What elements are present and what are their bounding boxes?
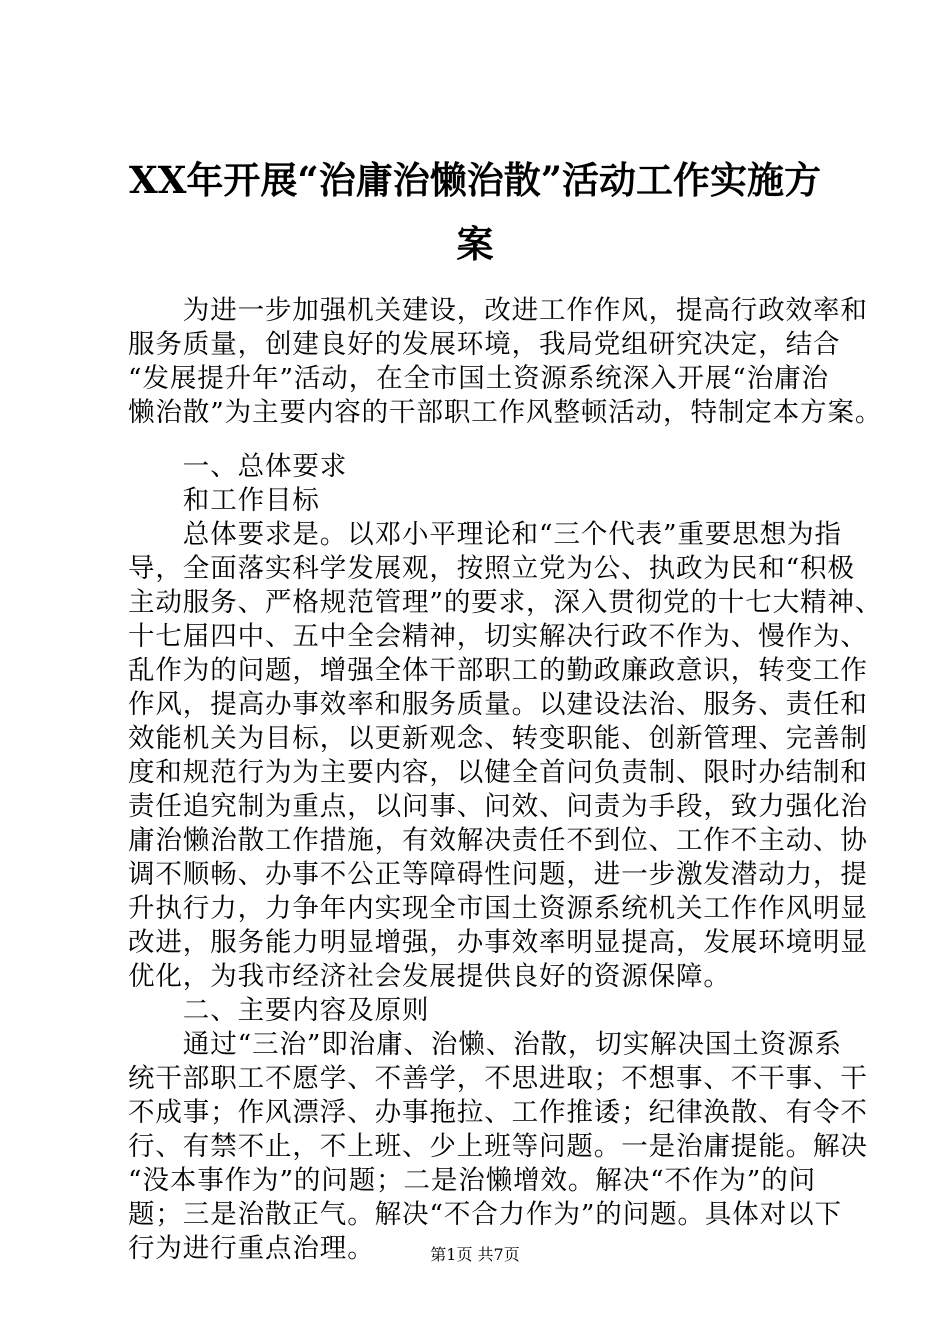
body-line: 题；三是治散正气。解决“不合力作为”的问题。具体对以下 — [128, 1199, 842, 1230]
body-line: 度和规范行为为主要内容，以健全首问负责制、限时办结制和 — [128, 757, 868, 788]
body-line: 行、有禁不止，不上班、少上班等问题。一是治庸提能。解决 — [128, 1131, 868, 1162]
body-line: 懒治散”为主要内容的干部职工作风整顿活动，特制定本方案。 — [128, 397, 883, 428]
body-line: 优化，为我市经济社会发展提供良好的资源保障。 — [128, 961, 731, 992]
body-line: 十七届四中、五中全会精神，切实解决行政不作为、慢作为、 — [128, 621, 868, 652]
document-title-line-2: 案 — [456, 222, 494, 266]
document-title-line-1: XX年开展“治庸治懒治散”活动工作实施方 — [129, 158, 821, 202]
body-line: 通过“三治”即治庸、治懒、治散，切实解决国土资源系 — [128, 1029, 842, 1060]
body-line: 统干部职工不愿学、不善学，不思进取；不想事、不干事、干 — [128, 1063, 868, 1094]
section-heading: 和工作目标 — [128, 485, 320, 516]
body-line: 改进，服务能力明显增强，办事效率明显提高，发展环境明显 — [128, 927, 868, 958]
body-line: 庸治懒治散工作措施，有效解决责任不到位、工作不主动、协 — [128, 825, 868, 856]
body-line: 效能机关为目标，以更新观念、转变职能、创新管理、完善制 — [128, 723, 868, 754]
body-line: 总体要求是。以邓小平理论和“三个代表”重要思想为指 — [128, 519, 842, 550]
body-line: “发展提升年”活动，在全市国土资源系统深入开展“治庸治 — [128, 363, 829, 394]
body-line: 服务质量，创建良好的发展环境，我局党组研究决定，结合 — [128, 329, 841, 360]
body-line: 主动服务、严格规范管理”的要求，深入贯彻党的十七大精神、 — [128, 587, 883, 618]
page-number-footer: 第1页 共7页 — [430, 1245, 520, 1264]
section-heading: 一、总体要求 — [128, 451, 348, 482]
body-line: 行为进行重点治理。 — [128, 1233, 375, 1264]
body-line: 导，全面落实科学发展观，按照立党为公、执政为民和“积极 — [128, 553, 855, 584]
body-line: 调不顺畅、办事不公正等障碍性问题，进一步激发潜动力，提 — [128, 859, 868, 890]
body-line: 责任追究制为重点，以问事、问效、问责为手段，致力强化治 — [128, 791, 868, 822]
section-heading: 二、主要内容及原则 — [128, 995, 430, 1026]
body-line: 升执行力，力争年内实现全市国土资源系统机关工作作风明显 — [128, 893, 868, 924]
body-line: 乱作为的问题，增强全体干部职工的勤政廉政意识，转变工作 — [128, 655, 868, 686]
body-line: “没本事作为”的问题；二是治懒增效。解决“不作为”的问 — [128, 1165, 816, 1196]
body-line: 不成事；作风漂浮、办事拖拉、工作推诿；纪律涣散、有令不 — [128, 1097, 868, 1128]
body-line: 作风，提高办事效率和服务质量。以建设法治、服务、责任和 — [128, 689, 868, 720]
body-line: 为进一步加强机关建设，改进工作作风，提高行政效率和 — [128, 295, 868, 326]
